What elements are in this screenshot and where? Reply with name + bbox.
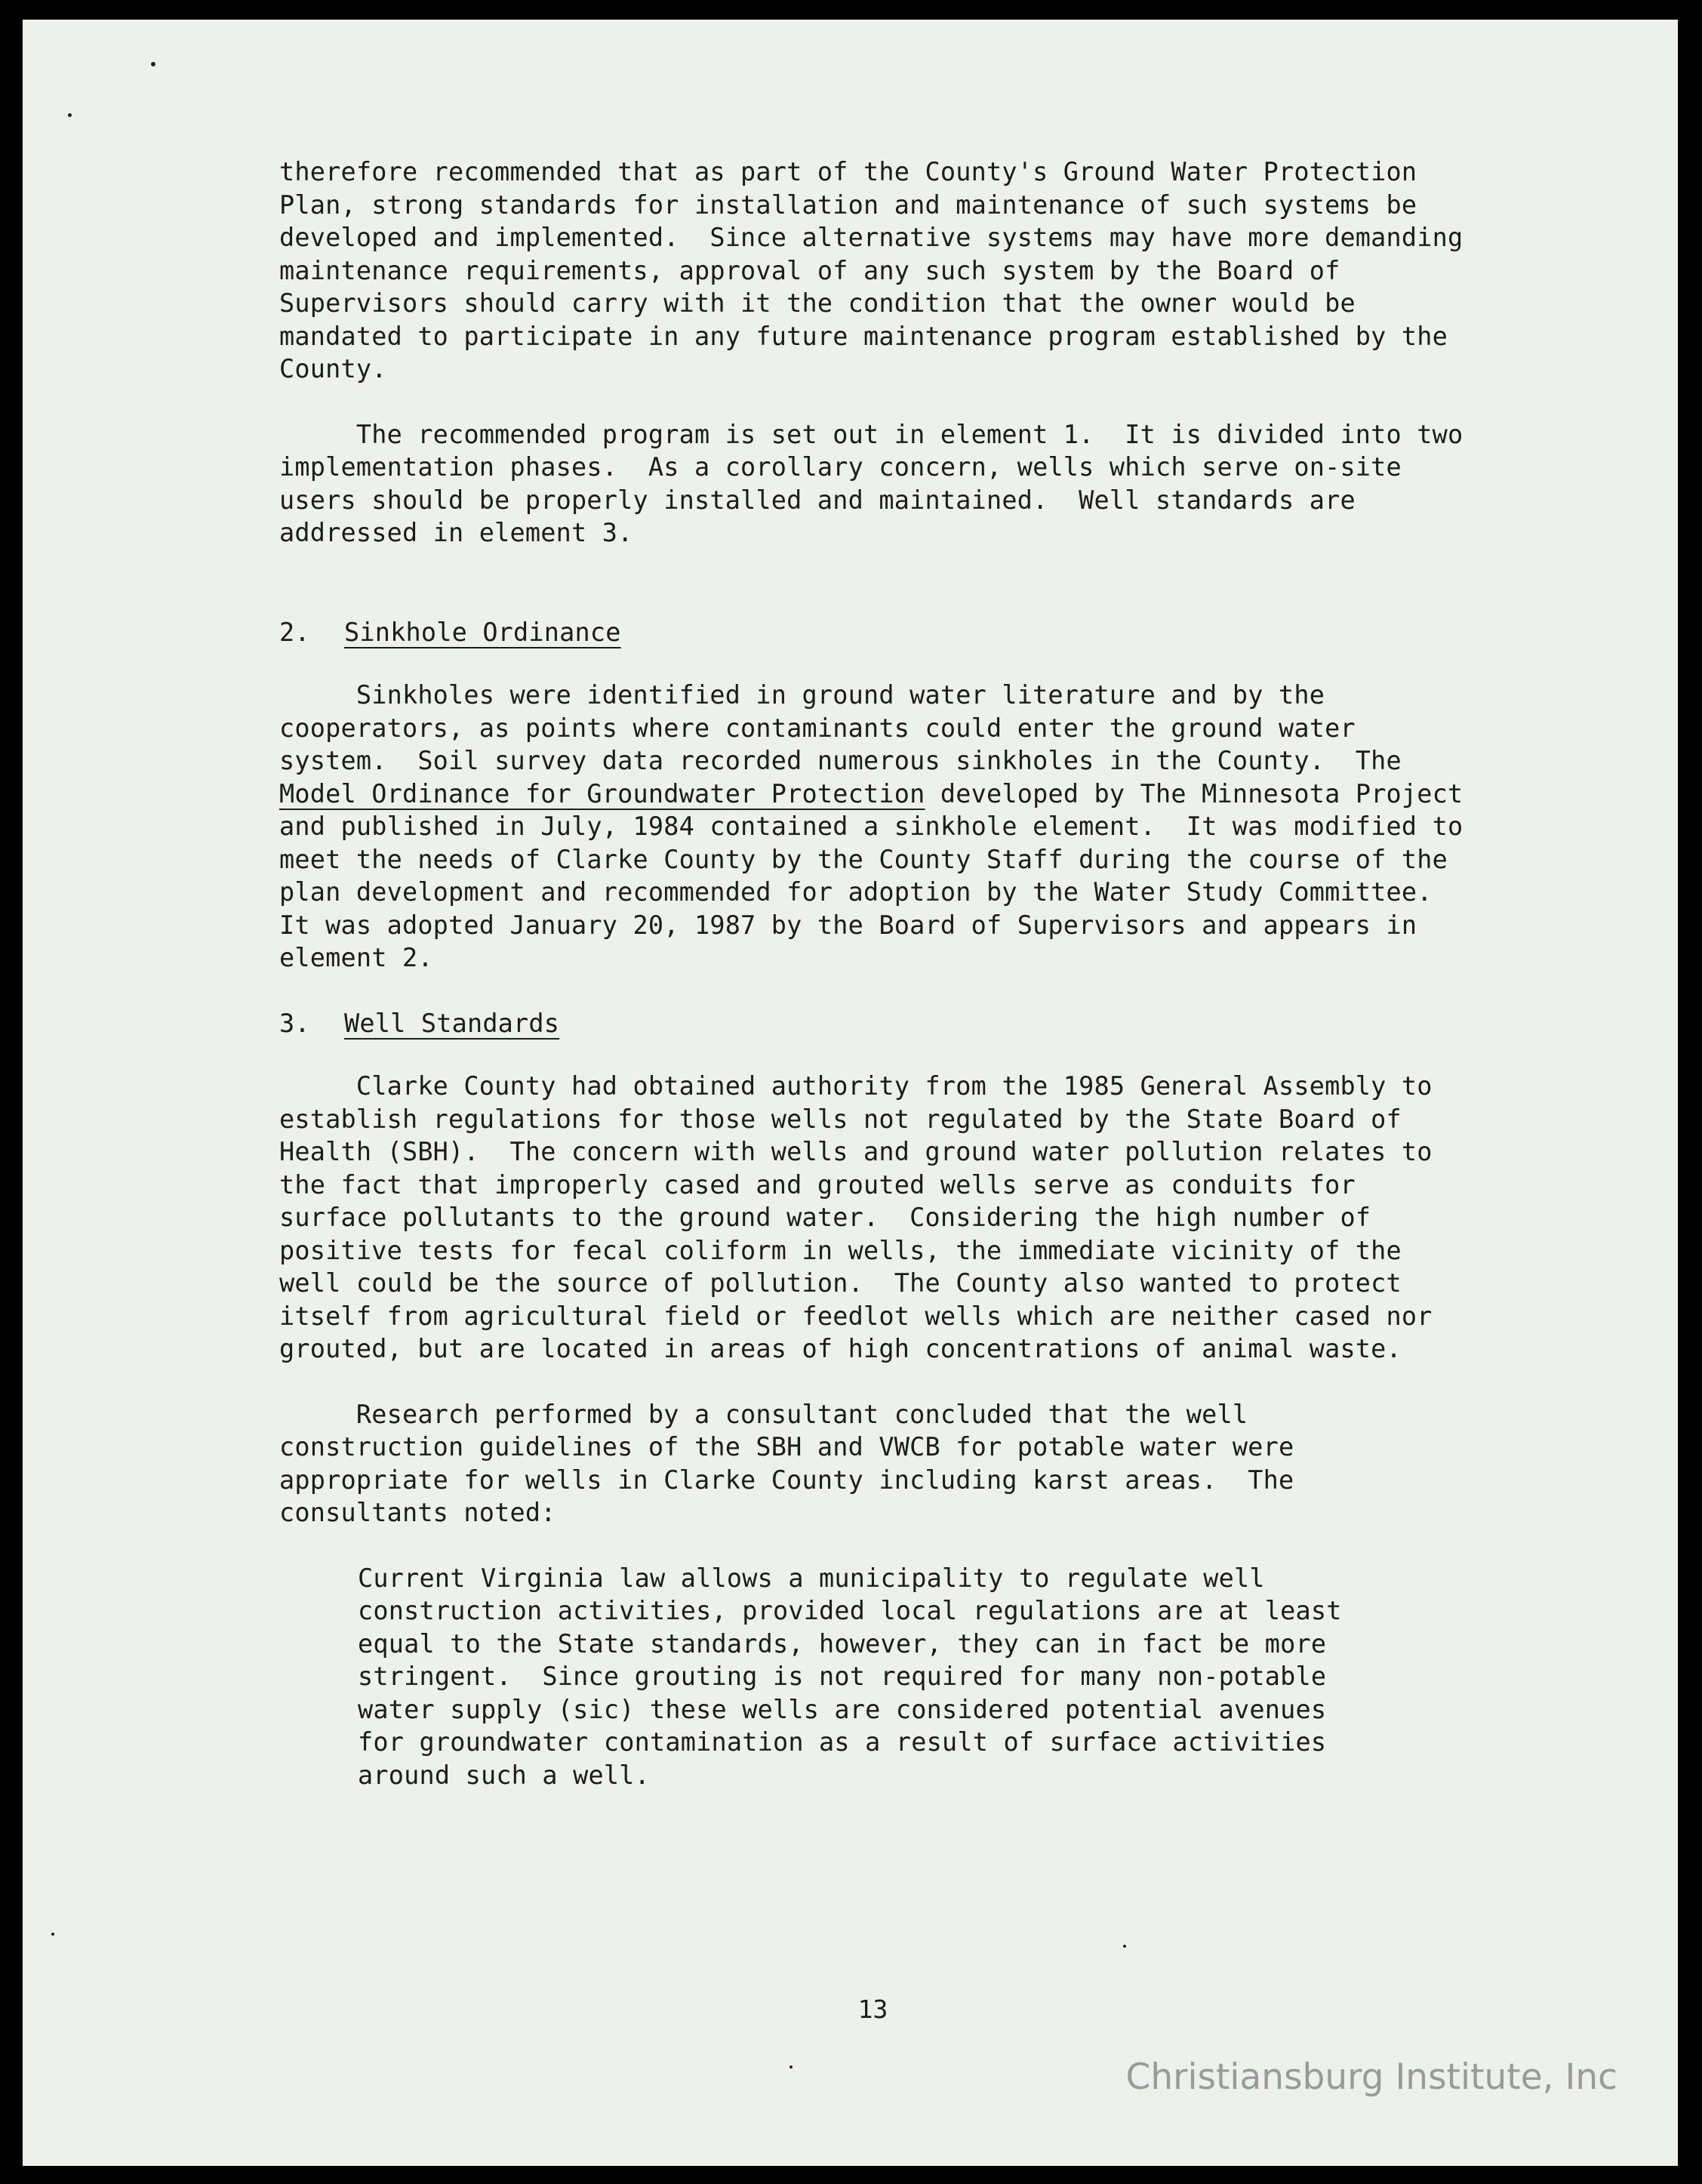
paragraph-research: Research performed by a consultant concluded that the well construction guidelines of the SBH and VWCB for potable water were appropriate for wells in Clarke County including karst areas. The consultants noted: (279, 1399, 1310, 1527)
paragraph-intro: therefore recommended that as part of the County's Ground Water Protection Plan, strong standards for installation and maintenance of such systems be developed and implemented. Since alternative systems may have more demanding maintenance requirements, approval of any such system by the Board of Supervisors should carry with it the condition that the owner would be mandated to participate in any future maintenance program established by the County. (279, 157, 1479, 384)
document-page (23, 20, 1678, 2166)
section-number: 3. (279, 1008, 310, 1038)
paragraph-sinkhole-end: developed by The Minnesota Project and published in July, 1984 contained a sinkhole element. It was modified to meet the needs of Clarke County by the County Staff during the course of the plan development and recommended for adoption by the Water Study Committee. It was adopted January 20, 1987 by the Board of Supervisors and appears in element 2. (279, 778, 1479, 972)
section-title: Well Standards (344, 1008, 560, 1038)
model-ordinance-title: Model Ordinance for Groundwater Protection (279, 778, 925, 809)
page-number: 13 (857, 1995, 888, 2024)
paper-speck (789, 2065, 793, 2068)
section-number: 2. (279, 617, 310, 647)
paper-speck (1123, 1945, 1126, 1948)
section-heading-well-standards (279, 1007, 1517, 1040)
paper-speck (151, 62, 155, 66)
block-quote: Current Virginia law allows a municipality to regulate well construction activities, provided local regulations are at least equal to the State standards, however, they can in fact be more stringent. Since grouting is not required for many non-potable water supply (sic) these wells are considered potential avenues for groundwater contamination as a result of surface activities around such a well. (358, 1563, 1357, 1790)
paragraph-sinkhole-start: Sinkholes were identified in ground water literature and by the cooperators, as points where contaminants could enter the ground water system. Soil survey data recorded numerous sinkholes in the County. The (279, 680, 1417, 775)
paper-speck (68, 113, 72, 117)
watermark: Christiansburg Institute, Inc (1125, 2056, 1617, 2098)
section-title: Sinkhole Ordinance (344, 617, 621, 647)
paragraph-program: The recommended program is set out in element 1. It is divided into two implementation phases. As a corollary concern, wells which serve on-site users should be properly installed and maintained. Well standards are addressed in element 3. (279, 419, 1479, 547)
paper-speck (51, 1933, 54, 1936)
body-text (279, 156, 1517, 1791)
paragraph-sinkhole (279, 679, 1479, 975)
paragraph-well-authority: Clarke County had obtained authority from the 1985 General Assembly to establish regulations for those wells not regulated by the State Board of Health (SBH). The concern with wells and ground water pollution relates to the fact that improperly cased and grouted wells serve as conduits for surface pollutants to the ground water. Considering the high number of positive tests for fecal coliform in wells, the immediate vicinity of the well could be the source of pollution. The County also wanted to protect itself from agricultural field or feedlot wells which are neither cased nor grouted, but are located in areas of high concentrations of animal waste. (279, 1071, 1448, 1363)
section-heading-sinkhole (279, 616, 1517, 649)
